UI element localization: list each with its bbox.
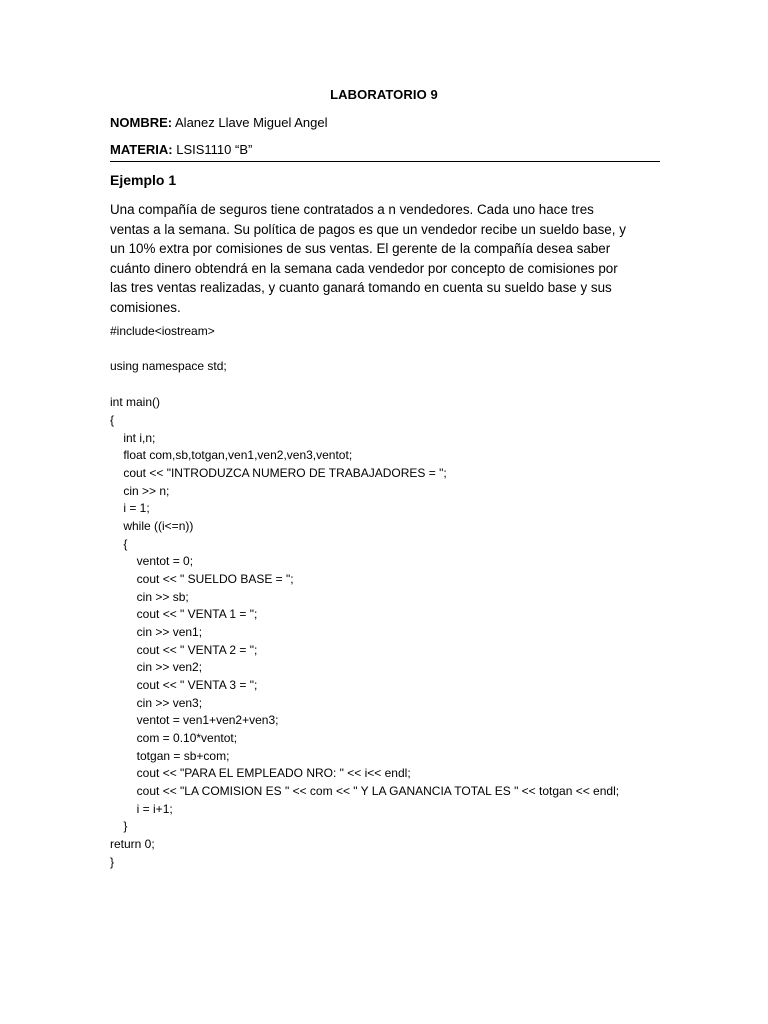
code-line: cout << " VENTA 2 = "; [110, 643, 258, 657]
code-line: cin >> ven2; [110, 660, 203, 674]
code-line: cin >> ven3; [110, 696, 203, 710]
code-line: return 0; [110, 837, 155, 851]
code-line: cout << " VENTA 1 = "; [110, 607, 258, 621]
code-line: int main() [110, 395, 161, 409]
code-line: cout << " VENTA 3 = "; [110, 678, 258, 692]
section-heading: Ejemplo 1 [110, 172, 177, 188]
subject-field [110, 142, 252, 157]
code-line: ventot = ven1+ven2+ven3; [110, 713, 279, 727]
code-line: while ((i<=n)) [110, 519, 194, 533]
code-line: cout << " SUELDO BASE = "; [110, 572, 294, 586]
problem-line: Una compañía de seguros tiene contratados a n vendedores. Cada uno hace tres [110, 202, 594, 217]
problem-line: las tres ventas realizadas, y cuanto ganará tomando en cuenta su sueldo base y sus [110, 280, 612, 295]
code-line: cout << "INTRODUZCA NUMERO DE TRABAJADORES = "; [110, 466, 447, 480]
problem-line: un 10% extra por comisiones de sus ventas. El gerente de la compañía desea saber [110, 241, 611, 256]
problem-line: cuánto dinero obtendrá en la semana cada vendedor por concepto de comisiones por [110, 260, 618, 276]
code-line: { [110, 537, 128, 551]
code-line: cout << "PARA EL EMPLEADO NRO: " << i<< endl; [110, 766, 411, 780]
code-line: totgan = sb+com; [110, 749, 230, 763]
name-label: NOMBRE: [110, 115, 173, 130]
problem-statement [110, 200, 662, 317]
code-line: #include<iostream> [110, 324, 215, 338]
code-line: { [110, 413, 115, 427]
subject-value: LSIS1110 “B” [176, 142, 253, 157]
code-line: cin >> ven1; [110, 625, 203, 639]
code-line: i = i+1; [110, 802, 173, 816]
document-title: LABORATORIO 9 [330, 87, 438, 102]
header-divider [110, 161, 660, 162]
problem-line: ventas a la semana. Su política de pagos es que un vendedor recibe un sueldo base, y [110, 221, 626, 237]
code-line: using namespace std; [110, 359, 227, 373]
code-line: float com,sb,totgan,ven1,ven2,ven3,ventot; [110, 448, 353, 462]
code-line: } [110, 855, 115, 869]
code-line: i = 1; [110, 501, 150, 515]
name-value: Alanez Llave Miguel Angel [175, 115, 328, 130]
problem-line: comisiones. [110, 299, 181, 315]
student-name-field [110, 115, 328, 130]
code-line: cout << "LA COMISION ES " << com << " Y LA GANANCIA TOTAL ES " << totgan << endl; [110, 784, 620, 798]
subject-label: MATERIA: [110, 142, 173, 157]
code-line: cin >> sb; [110, 590, 189, 604]
code-line: } [110, 819, 128, 833]
code-line: ventot = 0; [110, 554, 194, 568]
code-line: com = 0.10*ventot; [110, 731, 238, 745]
code-line: int i,n; [110, 431, 156, 445]
code-line: cin >> n; [110, 484, 170, 498]
